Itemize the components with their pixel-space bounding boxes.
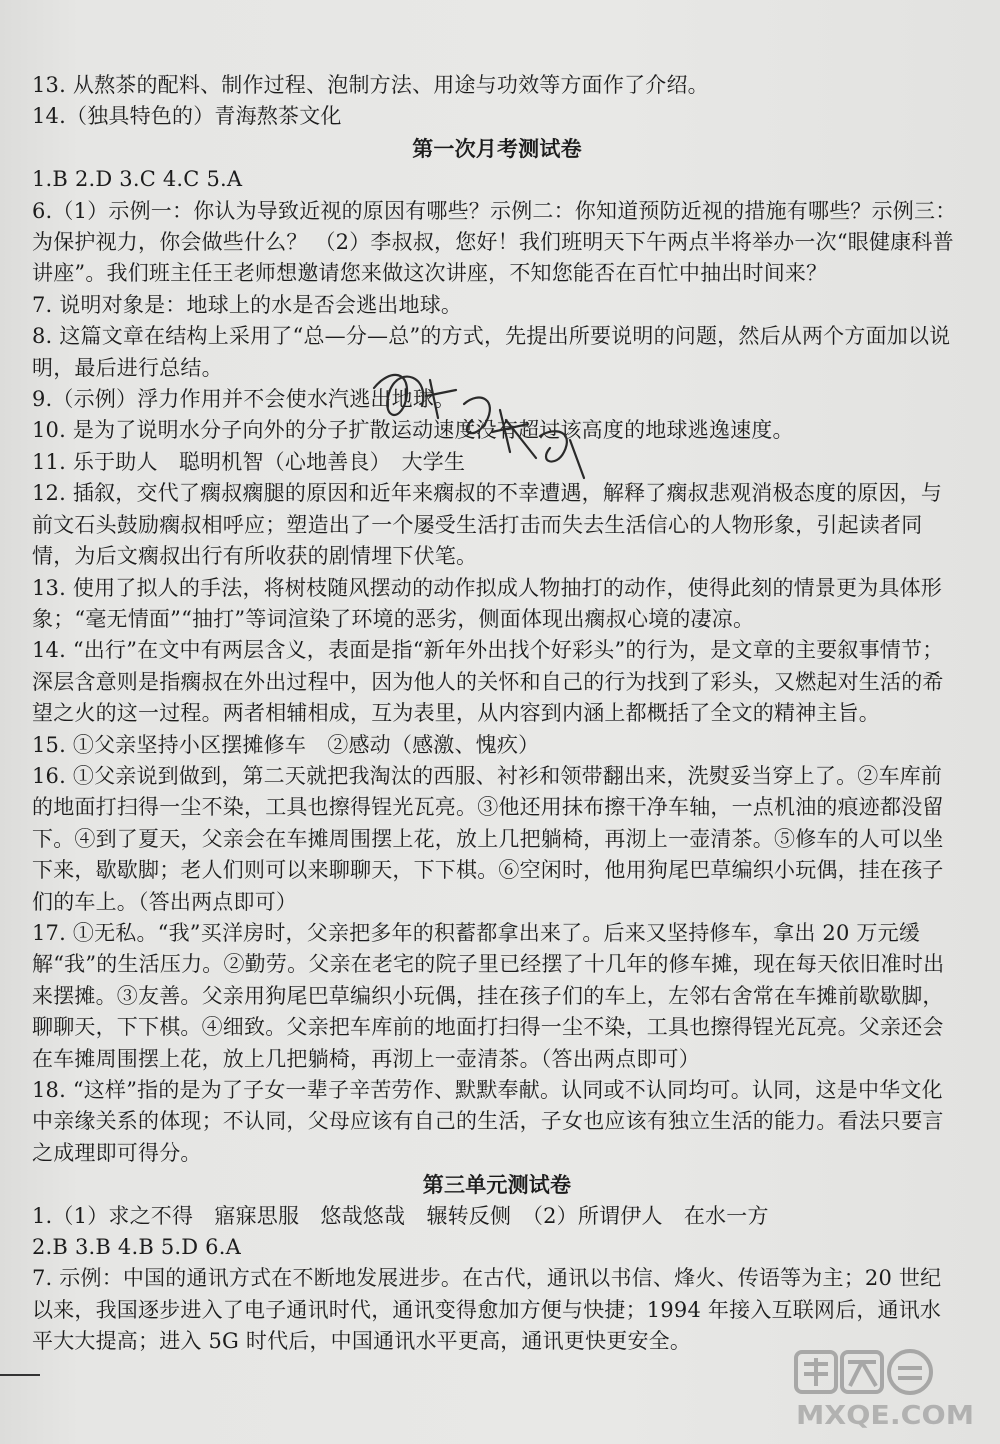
- answer-line: 16. ①父亲说到做到，第二天就把我淘汰的西服、衬衫和领带翻出来，洗熨妥当穿上了。②车库前的地面打扫得一尘不染，工具也擦得锃光瓦亮。③他还用抹布擦干净车轴，一点机油的痕迹都没留下。④到了夏天，父亲会在车摊周围摆上花，放上几把躺椅，再沏上一壶清茶。⑤修车的人可以坐下来，歇歇脚；老人们则可以来聊聊天，下下棋。⑥空闲时，他用狗尾巴草编织小玩偶，挂在孩子们的车上。（答出两点即可）: [32, 763, 944, 914]
- answer-line: 14.（独具特色的）青海熬茶文化: [32, 104, 342, 129]
- answer-line: 18. “这样”指的是为了子女一辈子辛苦劳作、默默奉献。认同或不认同均可。认同，这是中华文化中亲缘关系的体现；不认同，父母应该有自己的生活，子女也应该有独立生活的能力。看法只要言之成理即可得分。: [32, 1078, 944, 1165]
- answer-line: 8. 这篇文章在结构上采用了“总—分—总”的方式，先提出所要说明的问题，然后从两个方面加以说明，最后进行总结。: [32, 324, 951, 380]
- answer-line: 13. 从熬茶的配料、制作过程、泡制方法、用途与功效等方面作了介绍。: [32, 73, 709, 97]
- answer-line: 1.（1）求之不得 寤寐思服 悠哉悠哉 辗转反侧 （2）所谓伊人 在水一方: [32, 1203, 769, 1228]
- margin-rule: [0, 1374, 40, 1376]
- answer-line: 7. 示例：中国的通讯方式在不断地发展进步。在古代，通讯以书信、烽火、传语等为主；20 世纪以来，我国逐步进入了电子通讯时代，通讯变得愈加方便与快捷；1994 年接入互联网后，通讯水平大大提高；进入 5G 时代后，中国通讯水平更高，通讯更快更安全。: [32, 1266, 942, 1354]
- answer-line: 12. 插叙，交代了瘸叔瘸腿的原因和近年来瘸叔的不幸遭遇，解释了瘸叔悲观消极态度的原因，与前文石头鼓励瘸叔相呼应；塑造出了一个屡受生活打击而失去生活信心的人物形象，引起读者同情，为后文瘸叔出行有所收获的剧情埋下伏笔。: [32, 481, 943, 569]
- answer-line: 7. 说明对象是：地球上的水是否会逃出地球。: [32, 292, 463, 317]
- answer-line: 13. 使用了拟人的手法，将树枝随风摆动的动作拟成人物抽打的动作，使得此刻的情景更为具体形象；“毫无情面”“抽打”等词渲染了环境的恶劣，侧面体现出瘸叔心境的凄凉。: [32, 575, 943, 631]
- answer-text-block: [32, 70, 962, 1358]
- answer-line: 15. ①父亲坚持小区摆摊修车 ②感动（感激、愧疚）: [32, 732, 540, 757]
- answer-line: 17. ①无私。“我”买洋房时，父亲把多年的积蓄都拿出来了。后来又坚持修车，拿出 20 万元缓解“我”的生活压力。②勤劳。父亲在老宅的院子里已经摆了十几年的修车摊，现在每天依旧准时出来摆摊。③友善。父亲用狗尾巴草编织小玩偶，挂在孩子们的车上，左邻右舍常在车摊前歇歇脚，聊聊天，下下棋。④细致。父亲把车库前的地面打扫得一尘不染，工具也擦得锃光瓦亮。父亲还会在车摊周围摆上花，放上几把躺椅，再沏上一壶清茶。（答出两点即可）: [32, 920, 945, 1071]
- watermark-url: MXQE.COM: [796, 1401, 974, 1431]
- section-heading-unit-three-test: 第三单元测试卷: [422, 1172, 572, 1198]
- answer-line: 10. 是为了说明水分子向外的分子扩散运动速度没有超过该高度的地球逃逸速度。: [32, 418, 794, 443]
- answer-line: 11. 乐于助人 聪明机智（心地善良） 大学生: [32, 449, 466, 474]
- answer-line: 2.B 3.B 4.B 5.D 6.A: [32, 1235, 241, 1260]
- site-watermark: [792, 1348, 982, 1438]
- handwritten-scribble: [360, 360, 610, 490]
- answer-line: 9.（示例）浮力作用并不会使水汽逃出地球。: [32, 387, 456, 412]
- answer-line: 1.B 2.D 3.C 4.C 5.A: [32, 167, 243, 192]
- section-heading-first-monthly-test: 第一次月考测试卷: [412, 135, 582, 161]
- answer-line: 14. “出行”在文中有两层含义，表面是指“新年外出找个好彩头”的行为，是文章的主要叙事情节；深层含意则是指瘸叔在外出过程中，因为他人的关怀和自己的行为找到了彩头，又燃起对生活的希望之火的这一过程。两者相辅相成，互为表里，从内容到内涵上都概括了全文的精神主旨。: [32, 638, 944, 726]
- answer-line: 6.（1）示例一：你认为导致近视的原因有哪些？示例二：你知道预防近视的措施有哪些？示例三：为保护视力，你会做些什么？ （2）李叔叔，您好！我们班明天下午两点半将举办一次“眼健康科普讲座”。我们班主任王老师想邀请您来做这次讲座，不知您能否在百忙中抽出时间来？: [32, 198, 957, 286]
